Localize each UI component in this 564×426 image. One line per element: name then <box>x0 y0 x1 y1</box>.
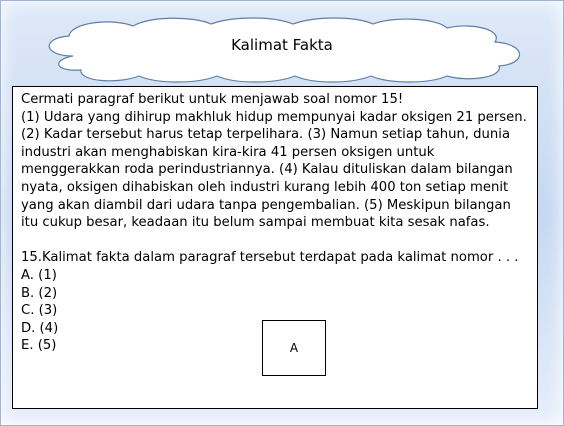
title-cloud <box>33 16 531 84</box>
page-title: Kalimat Fakta <box>231 36 333 54</box>
paragraph-text: (1) Udara yang dihirup makhluk hidup mempunyai kadar oksigen 21 persen. (2) Kadar tersebut harus tetap terpelihara. (3) Namun setiap tahun, dunia industri akan menghabiskan kira-kira 41 persen oksigen untuk menggerakkan roda perindustriannya. (4) Kalau dituliskan dalam bilangan nyata, oksigen dihabiskan oleh industri kurang lebih 400 ton setiap menit yang akan diambil dari udara tanpa pengembalian. (5) Meskipun bilangan itu cukup besar, keadaan itu belum sampai membuat kita sesak nafas. <box>21 109 527 231</box>
option-c[interactable]: C. (3) <box>21 303 58 319</box>
question-text: 15.Kalimat fakta dalam paragraf tersebut terdapat pada kalimat nomor . . . <box>21 250 519 266</box>
option-d[interactable]: D. (4) <box>21 320 59 336</box>
answer-box[interactable] <box>262 320 326 376</box>
spacer <box>21 232 529 250</box>
option-b[interactable]: B. (2) <box>21 285 58 301</box>
option-a[interactable]: A. (1) <box>21 267 57 283</box>
option-e[interactable]: E. (5) <box>21 338 57 354</box>
instruction-text: Cermati paragraf berikut untuk menjawab soal nomor 15! <box>21 92 404 107</box>
answer-text: A <box>289 341 299 355</box>
